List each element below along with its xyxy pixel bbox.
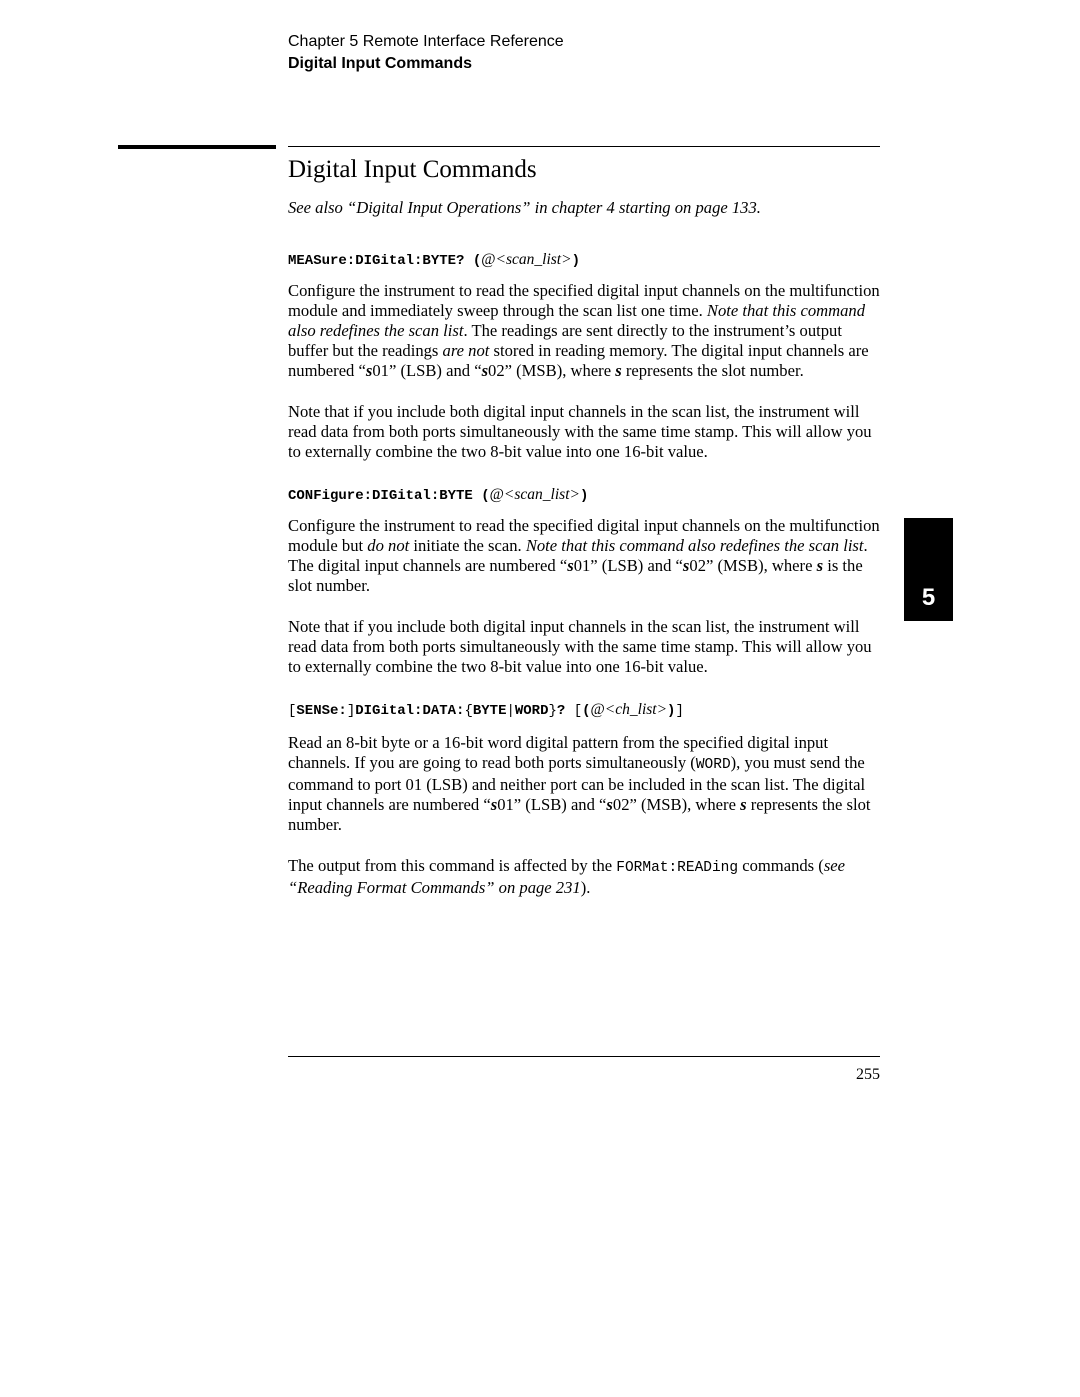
command-name: CONFigure:DIGital:BYTE (288, 488, 482, 504)
footer-rule (288, 1056, 880, 1057)
running-header (288, 31, 564, 75)
section-rule-thick (118, 145, 276, 149)
command-param: @<ch_list> (590, 701, 668, 718)
command-param: @<scan_list> (481, 251, 572, 268)
sense-description: Read an 8-bit byte or a 16-bit word digital pattern from the specified digital input channels. If you are going to read both ports simultaneously (WORD), you must send the command to port 01 (LSB) and neither port can be included in the scan list. The digital input channels are numbered “s01” (LSB) and “s02” (MSB), where s represents the slot number. (288, 733, 871, 834)
chapter-thumb-tab (904, 518, 953, 621)
paren-open: ( (472, 253, 482, 269)
command-heading-sense: [SENSe:]DIGital:DATA:{BYTE|WORD}? [(@<ch_list>)] (288, 701, 684, 719)
command-param: @<scan_list> (489, 486, 580, 503)
sense-format-note: The output from this command is affected by the FORMat:READing commands (see “Reading Format Commands” on page 231). (288, 856, 846, 897)
paren-open: ( (582, 703, 591, 719)
main-content (288, 150, 880, 898)
see-also-note: See also “Digital Input Operations” in chapter 4 starting on page 133. (288, 198, 761, 217)
page-number: 255 (856, 1066, 880, 1083)
command-name: MEASure:DIGital:BYTE? (288, 253, 473, 269)
running-header-chapter: Chapter 5 Remote Interface Reference (288, 33, 564, 50)
measure-description: Configure the instrument to read the specified digital input channels on the multifunction module and immediately sweep through the scan list one time. Note that this command also redefines the scan list. The readings are sent directly to the instrument’s output buffer but the readings are not stored in reading memory. The digital input channels are numbered “s01” (LSB) and “s02” (MSB), where s represents the slot number. (288, 281, 880, 380)
section-rule-thin (288, 146, 880, 147)
measure-note: Note that if you include both digital input channels in the scan list, the instrument will read data from both ports simultaneously with the same time stamp. This will allow you to externally combine the two 8-bit value into one 16-bit value. (288, 402, 872, 461)
configure-note: Note that if you include both digital input channels in the scan list, the instrument will read data from both ports simultaneously with the same time stamp. This will allow you to externally combine the two 8-bit value into one 16-bit value. (288, 617, 872, 676)
section-title: Digital Input Commands (288, 156, 537, 183)
paren-close: ) (571, 253, 580, 269)
command-heading-measure (288, 250, 880, 271)
paren-close: ) (579, 488, 589, 504)
command-heading-configure (288, 485, 880, 506)
paren-open: ( (481, 488, 490, 504)
configure-description: Configure the instrument to read the specified digital input channels on the multifunction module but do not initiate the scan. Note that this command also redefines the scan list. The digital input channels are numbered “s01” (LSB) and “s02” (MSB), where s is the slot number. (288, 516, 880, 595)
chapter-tab-label: 5 (921, 584, 936, 611)
running-header-section: Digital Input Commands (288, 55, 472, 72)
paren-close: ) (667, 703, 676, 719)
